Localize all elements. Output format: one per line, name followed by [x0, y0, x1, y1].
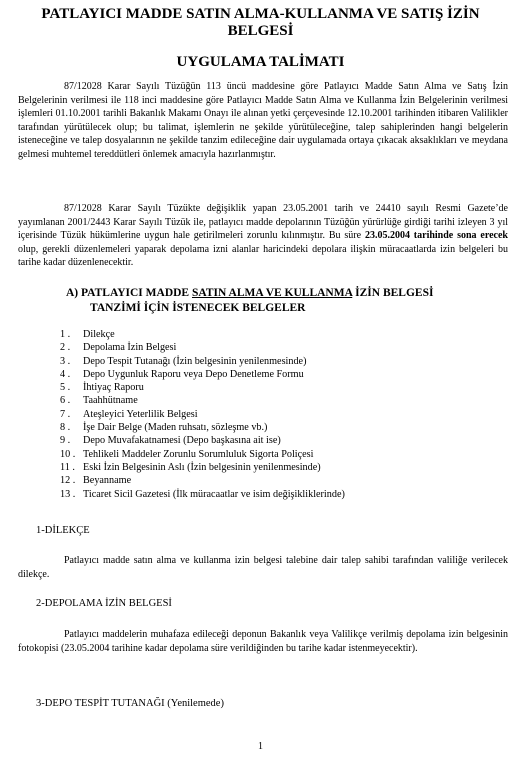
- regulation-text-a: 87/12028 Karar Sayılı Tüzükte değişiklik yapan 23.05.2001 tarih ve 24410 sayılı Resmi Gazete’de yayımlanan 2001/2443 Karar Sayılı Tüzük ile, patlayıcı madde depolarının Tüzüğün yürürlüğe girdiği tarihi izleyen 3 yıl içerisinde Tüzük hükümlerine uygun hale getirilmeleri zorunlu kılınmıştır. Bu süre: [18, 203, 508, 242]
- document-subtitle: UYGULAMA TALİMATI: [176, 54, 345, 70]
- section-a-suffix: İZİN BELGESİ: [352, 287, 434, 299]
- page-number: 1: [258, 741, 263, 752]
- list-item: 3 . Depo Tespit Tutanağı (İzin belgesinin yenilenmesinde): [60, 355, 307, 367]
- section-a-heading: [66, 286, 433, 301]
- list-item: 11 . Eski İzin Belgesinin Aslı (İzin belgesinin yenilenmesinde): [60, 461, 321, 473]
- depolama-paragraph: Patlayıcı maddelerin muhafaza edileceği deponun Bakanlık veya Valilikçe verilmiş depolama izin belgesinin fotokopisi (23.05.2004 tarihine kadar depolama süre verildiğinden bu tarihe kadar istenmeyecektir).: [18, 629, 508, 654]
- deadline-bold-text: 23.05.2004 tarihinde sona erecek: [364, 230, 508, 242]
- regulation-text-b: olup, gerekli düzenlemeleri yaparak depolama izni alanlar haricindeki depolara ilişkin müracaatlarda izin belgeleri bu tarihe kadar düzenlenecektir.: [18, 243, 508, 269]
- list-item: 13 . Ticaret Sicil Gazetesi (İlk müracaatlar ve isim değişikliklerinde): [60, 488, 345, 500]
- list-item: 1 . Dilekçe: [60, 329, 115, 340]
- section-a-underlined: SATIN ALMA VE KULLANMA: [191, 287, 353, 299]
- heading-dilekce: 1-DİLEKÇE: [36, 525, 90, 536]
- heading-depolama-izin-belgesi: 2-DEPOLAMA İZİN BELGESİ: [36, 598, 172, 609]
- regulation-paragraph: [18, 202, 508, 270]
- list-item: 5 . İhtiyaç Raporu: [60, 382, 144, 394]
- list-item: 8 . İşe Dair Belge (Maden ruhsatı, sözleşme vb.): [60, 422, 268, 434]
- list-item: 2 . Depolama İzin Belgesi: [60, 342, 177, 354]
- list-item: 9 . Depo Muvafakatnamesi (Depo başkasına ait ise): [60, 435, 281, 447]
- section-a-prefix: A) PATLAYICI MADDE: [66, 287, 192, 299]
- required-documents-list: [60, 328, 345, 501]
- intro-paragraph: 87/12028 Karar Sayılı Tüzüğün 113 üncü maddesine göre Patlayıcı Madde Satın Alma ve Satış İzin Belgelerinin verilmesi ile 118 inci maddesine göre Patlayıcı Madde Satın Alma ve Kullanma İzin Belgelerinin verilmesi işlemleri 01.10.2001 tarihli Bakanlık Makamı Onayı ile alınan yetki çerçevesinde 12.10.2001 tarihinden itibaren Valilikler tarafından yürütülecek olup; bu talimat, işlemlerin ne şekilde yürütüleceğine, talep sahiplerinden hangi belgelerin isteneceğine ve talep dosyalarının ne şekilde tanzim edileceğine dair uygulamada ortaya çıkacak aksaklıkları ve meydana gelmesi muhtemel tereddütleri önlemek amacıyla hazırlanmıştır.: [18, 81, 508, 160]
- list-item: 4 . Depo Uygunluk Raporu veya Depo Denetleme Formu: [60, 368, 304, 380]
- list-item: 6 . Taahhütname: [60, 395, 138, 407]
- section-a-heading-line2: TANZİMİ İÇİN İSTENECEK BELGELER: [90, 302, 306, 314]
- document-title-line2: BELGESİ: [227, 23, 294, 39]
- list-item: 7 . Ateşleyici Yeterlilik Belgesi: [60, 408, 198, 420]
- list-item: 10 . Tehlikeli Maddeler Zorunlu Sorumluluk Sigorta Poliçesi: [60, 448, 314, 460]
- document-title-line1: PATLAYICI MADDE SATIN ALMA-KULLANMA VE SATIŞ İZİN: [41, 6, 480, 22]
- heading-depo-tespit-tutanagi: 3-DEPO TESPİT TUTANAĞI (Yenilemede): [36, 698, 224, 709]
- list-item: 12 . Beyanname: [60, 475, 132, 487]
- dilekce-paragraph: Patlayıcı madde satın alma ve kullanma izin belgesi talebine dair talep sahibi tarafından valiliğe verilecek dilekçe.: [18, 555, 508, 580]
